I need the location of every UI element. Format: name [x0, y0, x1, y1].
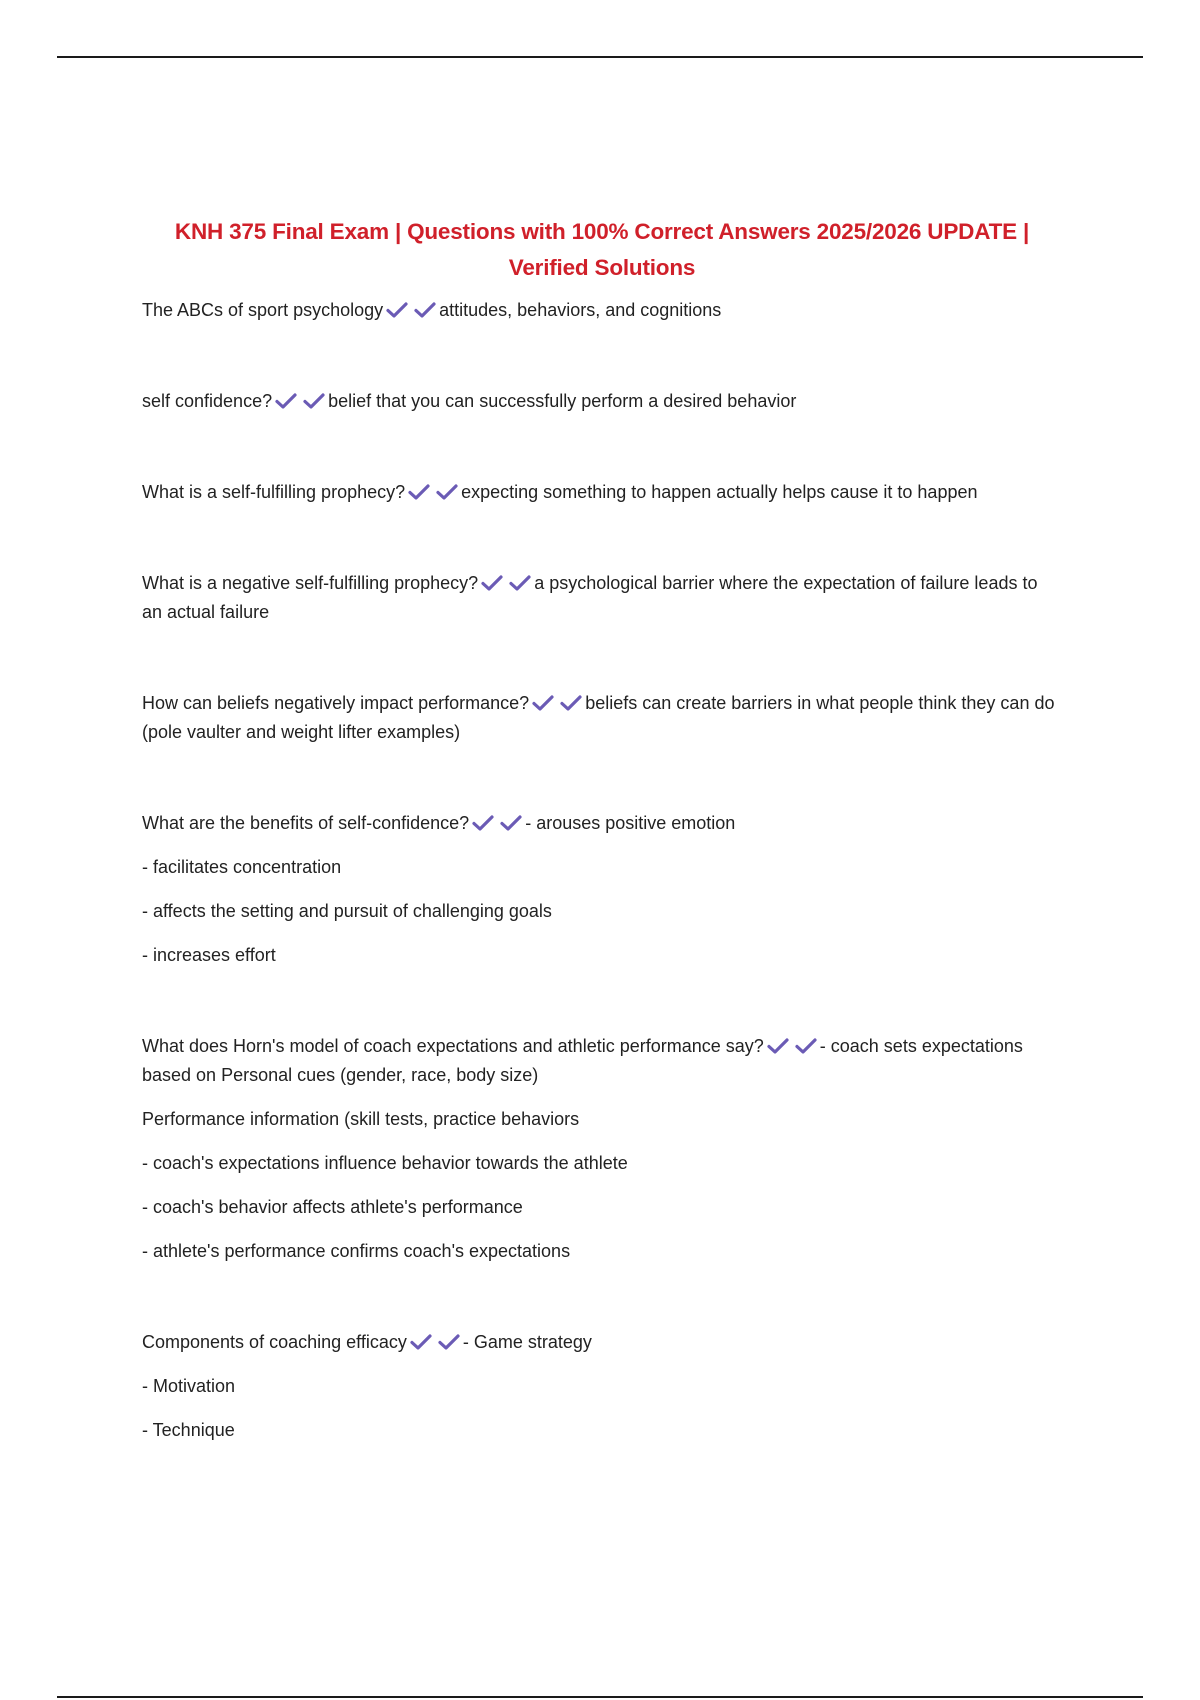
- qa-item: [142, 569, 1062, 627]
- check-mark-icon: [472, 814, 494, 832]
- item-gap: [142, 416, 1062, 478]
- check-mark-icon: [438, 1333, 460, 1351]
- check-mark-icon: [767, 1037, 789, 1055]
- item-gap: [142, 507, 1062, 569]
- answer-text: - Game strategy: [462, 1332, 592, 1352]
- answer-text: - coach sets expectations based on Personal cues (gender, race, body size): [142, 1036, 1023, 1085]
- qa-item: [142, 689, 1062, 747]
- check-mark-icon: [414, 301, 436, 319]
- qa-line: [142, 809, 1062, 838]
- item-gap: [142, 970, 1062, 1032]
- question-text: What does Horn's model of coach expectations and athletic performance say?: [142, 1036, 764, 1056]
- answer-continuation: Performance information (skill tests, practice behaviors: [142, 1109, 580, 1129]
- qa-item: [142, 478, 1062, 507]
- top-rule: [57, 56, 1143, 58]
- qa-item: [142, 387, 1062, 416]
- qa-line: [142, 478, 1062, 507]
- check-mark-icon: [436, 483, 458, 501]
- answer-text: belief that you can successfully perform a desired behavior: [328, 391, 797, 411]
- qa-line: [142, 569, 1062, 627]
- answer-continuation: - Motivation: [142, 1376, 236, 1396]
- check-mark-icon: [386, 301, 408, 319]
- document-title: KNH 375 Final Exam | Questions with 100% Correct Answers 2025/2026 UPDATE | Verified Solutions: [174, 219, 1030, 280]
- answer-continuation: - increases effort: [142, 945, 276, 965]
- check-mark-icon: [410, 1333, 432, 1351]
- answer-text: - arouses positive emotion: [525, 813, 736, 833]
- qa-line: [142, 387, 1062, 416]
- question-text: What are the benefits of self-confidence?: [142, 813, 470, 833]
- item-gap: [142, 627, 1062, 689]
- check-mark-icon: [303, 392, 325, 410]
- question-text: Components of coaching efficacy: [142, 1332, 407, 1352]
- item-gap: [142, 325, 1062, 387]
- answer-continuation: - coach's expectations influence behavior towards the athlete: [142, 1153, 628, 1173]
- answer-text: a psychological barrier where the expectation of failure leads to an actual failure: [142, 573, 1038, 622]
- qa-line: [142, 689, 1062, 747]
- answer-continuation: - affects the setting and pursuit of challenging goals: [142, 901, 552, 921]
- qa-item: [142, 296, 1062, 325]
- question-text: How can beliefs negatively impact performance?: [142, 693, 530, 713]
- question-text: self confidence?: [142, 391, 273, 411]
- answer-continuation: - Technique: [142, 1420, 235, 1440]
- check-mark-icon: [509, 574, 531, 592]
- qa-item: [142, 809, 1062, 970]
- qa-line: [142, 1328, 1062, 1357]
- answer-continuation: - athlete's performance confirms coach's expectations: [142, 1241, 571, 1261]
- answer-text: expecting something to happen actually helps cause it to happen: [461, 482, 978, 502]
- qa-item: [142, 1328, 1062, 1445]
- question-text: What is a negative self-fulfilling prophecy?: [142, 573, 479, 593]
- answer-continuation: - coach's behavior affects athlete's performance: [142, 1197, 523, 1217]
- answer-text: attitudes, behaviors, and cognitions: [439, 300, 722, 320]
- answer-text: beliefs can create barriers in what people think they can do (pole vaulter and weight lifter examples): [142, 693, 1055, 742]
- answer-continuation: - facilitates concentration: [142, 857, 342, 877]
- check-mark-icon: [500, 814, 522, 832]
- qa-line: [142, 1032, 1062, 1090]
- check-mark-icon: [532, 694, 554, 712]
- qa-line: [142, 296, 1062, 325]
- check-mark-icon: [481, 574, 503, 592]
- bottom-rule: [57, 1696, 1143, 1698]
- check-mark-icon: [560, 694, 582, 712]
- item-gap: [142, 747, 1062, 809]
- question-text: What is a self-fulfilling prophecy?: [142, 482, 406, 502]
- qa-item: [142, 1032, 1062, 1266]
- item-gap: [142, 1266, 1062, 1328]
- check-mark-icon: [408, 483, 430, 501]
- question-text: The ABCs of sport psychology: [142, 300, 384, 320]
- check-mark-icon: [795, 1037, 817, 1055]
- check-mark-icon: [275, 392, 297, 410]
- document-body: [142, 214, 1062, 1445]
